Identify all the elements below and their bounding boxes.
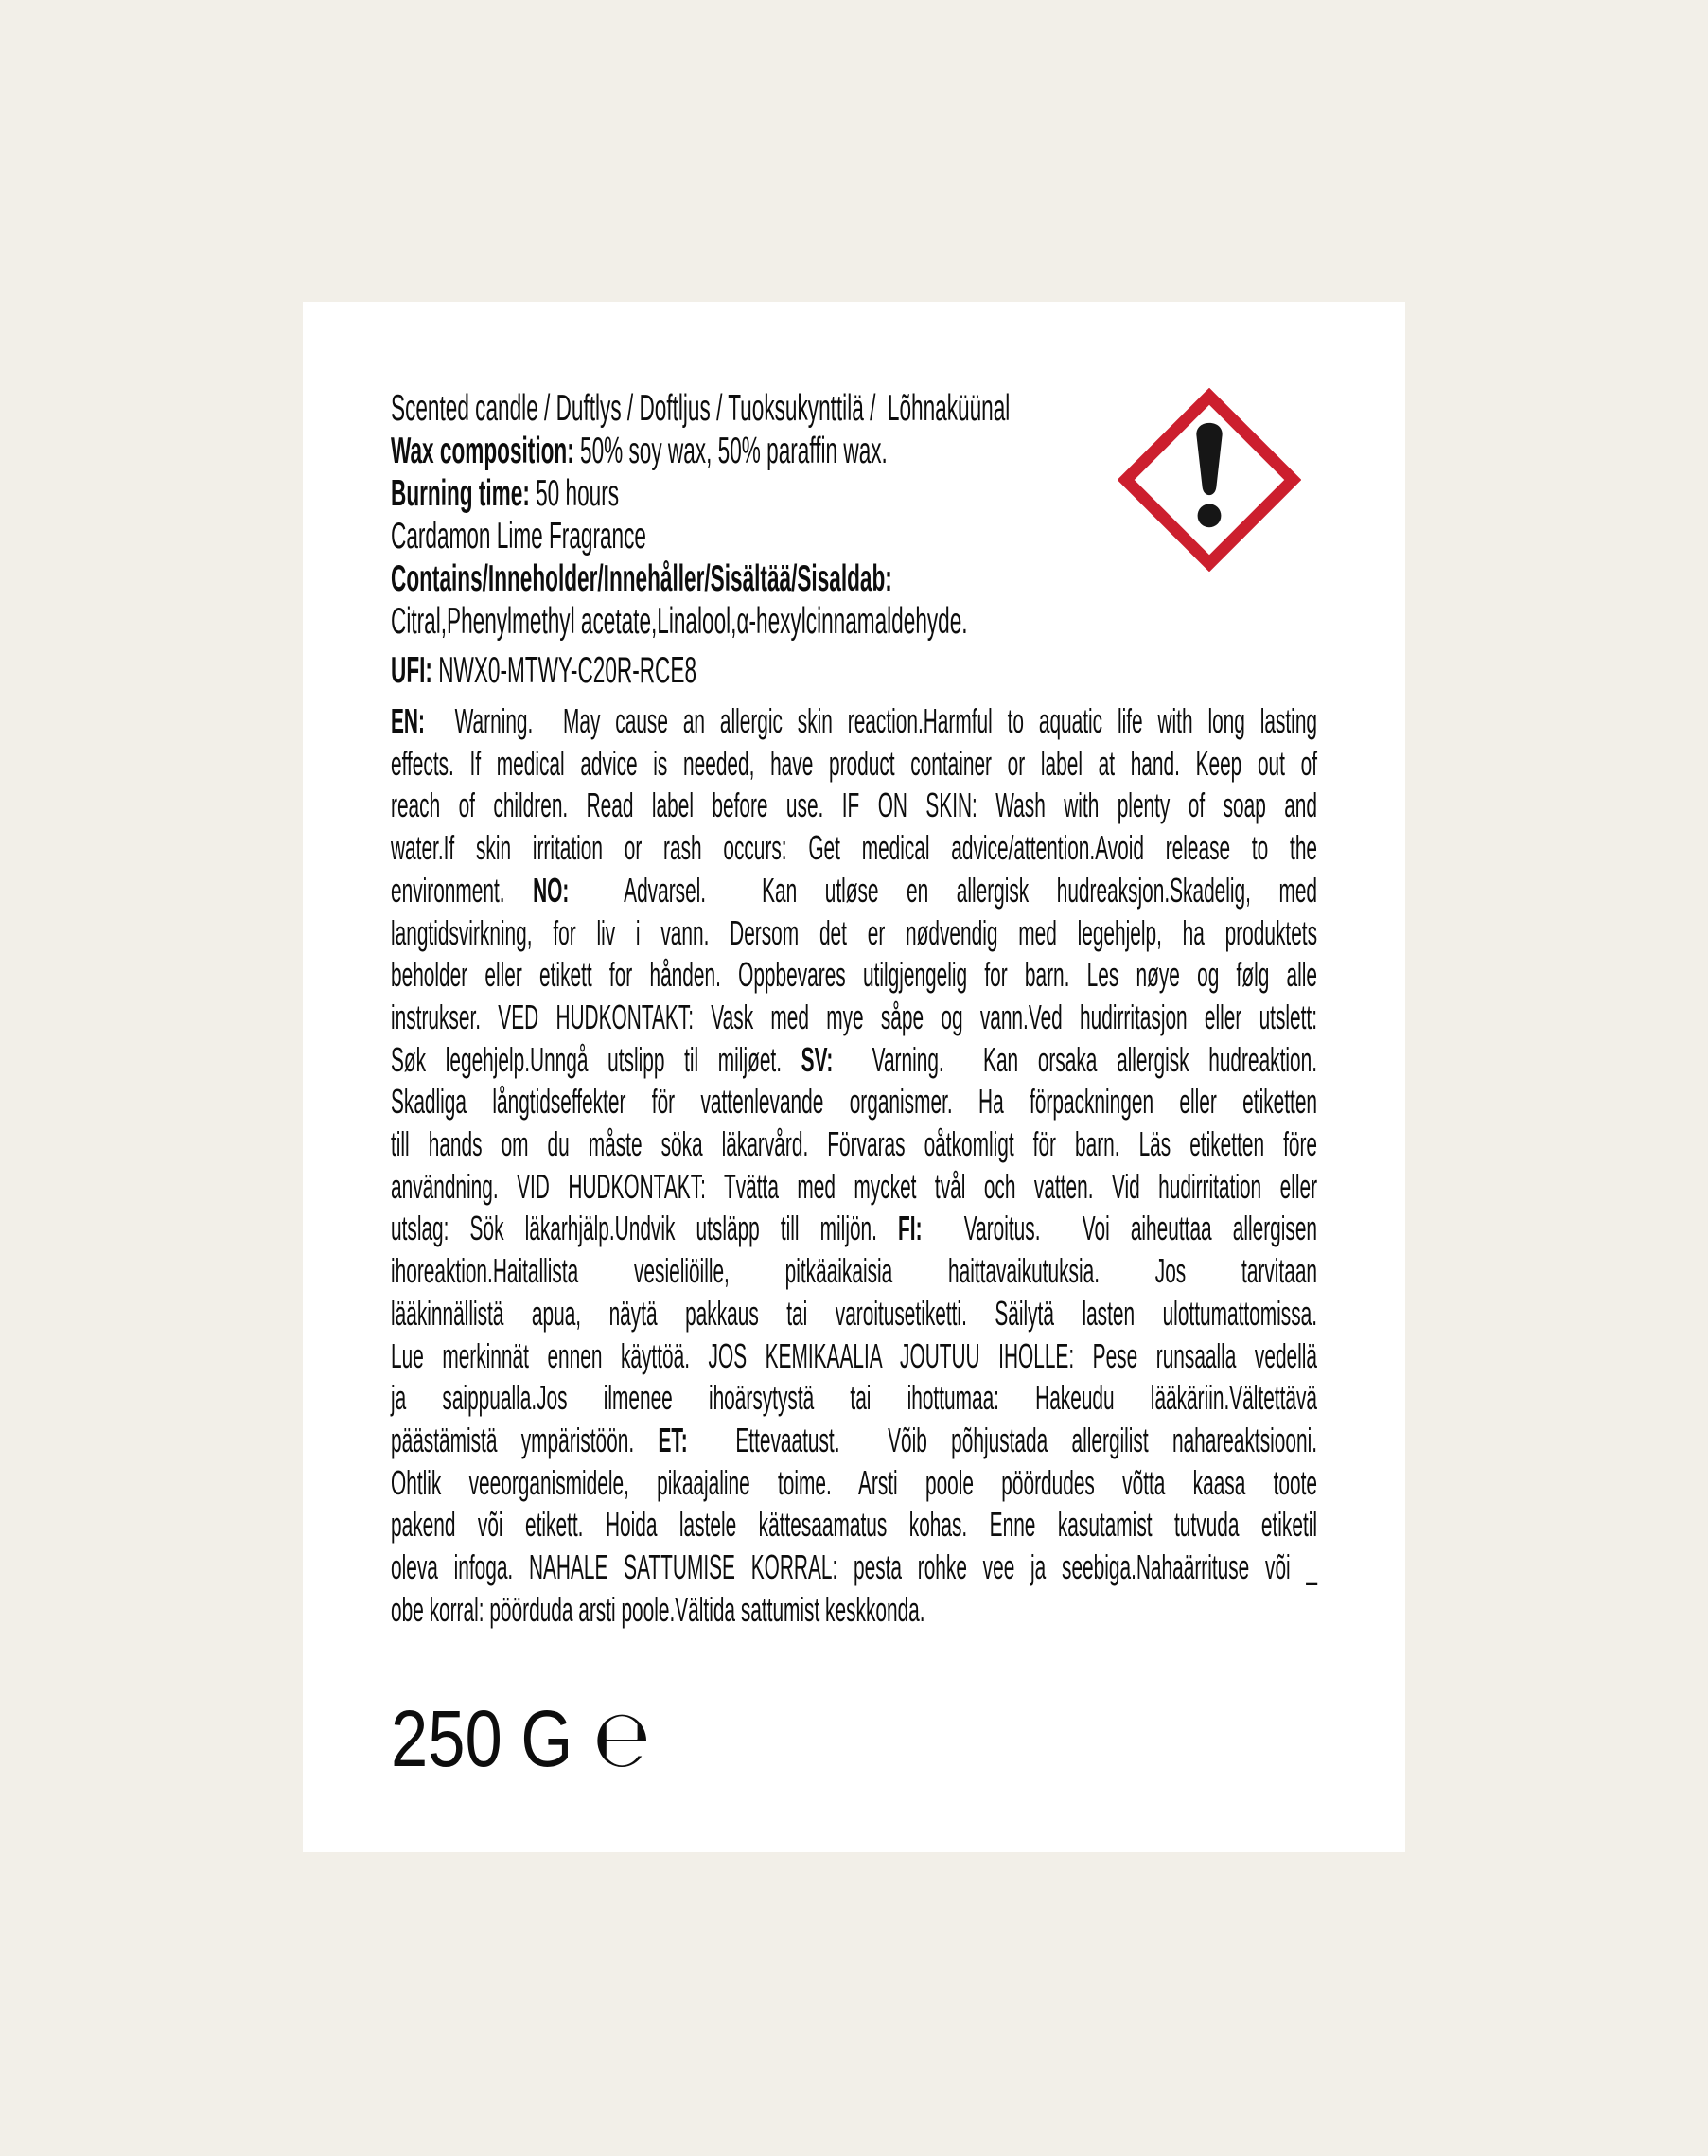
net-weight-value: 250 G [391,1694,573,1784]
hazard-statement-line: langtidsvirkning, for liv i vann. Dersom det er nødvendig med legehjelp, ha produktets [391,912,1318,952]
product-info-line: Cardamon Lime Fragrance [391,516,646,557]
product-info-line: Contains/Inneholder/Innehåller/Sisältää/Sisaldab: [391,558,892,599]
net-weight [391,1692,788,1786]
hazard-statement-line: beholder eller etikett for hånden. Oppbevares utilgjengelig for barn. Les nøye og følg alle [391,955,1318,995]
hazard-statement-line: oleva infoga. NAHALE SATTUMISE KORRAL: pesta rohke vee ja seebiga.Nahaärrituse või _ [391,1547,1318,1587]
hazard-statement-line: päästämistä ympäristöön. ET: Ettevaatust. Võib põhjustada allergilist nahareaktsiooni. [391,1420,1318,1459]
product-info-line: Citral,Phenylmethyl acetate,Linalool,α-hexylcinnamaldehyde. [391,601,968,642]
product-info-line: Burning time: 50 hours [391,473,620,514]
product-info-line: Scented candle / Duftlys / Doftljus / Tuoksukynttilä / Lõhnaküünal [391,388,1011,429]
hazard-statement-line: utslag: Sök läkarhjälp.Undvik utsläpp till miljön. FI: Varoitus. Voi aiheuttaa allergisen [391,1209,1318,1248]
hazard-statement-line: water.If skin irritation or rash occurs: Get medical advice/attention.Avoid release to the [391,828,1318,868]
hazard-statements-paragraph [391,700,1317,1631]
hazard-statement-line: ja saippualla.Jos ilmenee ihoärsytystä tai ihottumaa: Hakeudu lääkäriin.Vältettävä [391,1378,1318,1418]
product-info-line: UFI: NWX0-MTWY-C20R-RCE8 [391,650,697,691]
product-label [303,302,1405,1852]
product-info-block [391,387,1317,692]
product-info-line: Wax composition: 50% soy wax, 50% paraffin wax. [391,431,888,471]
hazard-statement-line: Skadliga långtidseffekter för vattenlevande organismer. Ha förpackningen eller etiketten [391,1082,1318,1122]
estimated-sign: ℮ [593,1692,651,1786]
hazard-statement-line: effects. If medical advice is needed, have product container or label at hand. Keep out of [391,743,1318,783]
hazard-statement-line: reach of children. Read label before use. IF ON SKIN: Wash with plenty of soap and [391,786,1318,825]
hazard-statement-line: lääkinnällistä apua, näytä pakkaus tai varoitusetiketti. Säilytä lasten ulottumattomissa. [391,1293,1318,1333]
hazard-statement-line: Ohtlik veeorganismidele, pikaajaline toime. Arsti poole pöördudes võtta kaasa toote [391,1462,1318,1502]
hazard-statement-line: Søk legehjelp.Unngå utslipp til miljøet. SV: Varning. Kan orsaka allergisk hudreaktion. [391,1039,1318,1079]
hazard-statement-line: pakend või etikett. Hoida lastele kättesaamatus kohas. Enne kasutamist tutvuda etiketil [391,1505,1318,1545]
hazard-statement-line: environment. NO: Advarsel. Kan utløse en allergisk hudreaksjon.Skadelig, med [391,870,1318,910]
hazard-statement-line: användning. VID HUDKONTAKT: Tvätta med mycket tvål och vatten. Vid hudirritation eller [391,1166,1318,1206]
hazard-statement-line: till hands om du måste söka läkarvård. Förvaras oåtkomligt för barn. Läs etiketten före [391,1124,1318,1164]
hazard-statement-line: Lue merkinnät ennen käyttöä. JOS KEMIKAALIA JOUTUU IHOLLE: Pese runsaalla vedellä [391,1335,1318,1375]
hazard-statement-line: instrukser. VED HUDKONTAKT: Vask med mye såpe og vann.Ved hudirritasjon eller utslett: [391,997,1318,1036]
hazard-statement-line: obe korral: pöörduda arsti poole.Vältida sattumist keskkonda. [391,1589,925,1629]
label-content [391,387,1318,1786]
hazard-statement-line: ihoreaktion.Haitallista vesieliöille, pitkäaikaisia haittavaikutuksia. Jos tarvitaan [391,1251,1318,1291]
hazard-statement-line: EN: Warning. May cause an allergic skin reaction.Harmful to aquatic life with long lasting [391,701,1318,740]
